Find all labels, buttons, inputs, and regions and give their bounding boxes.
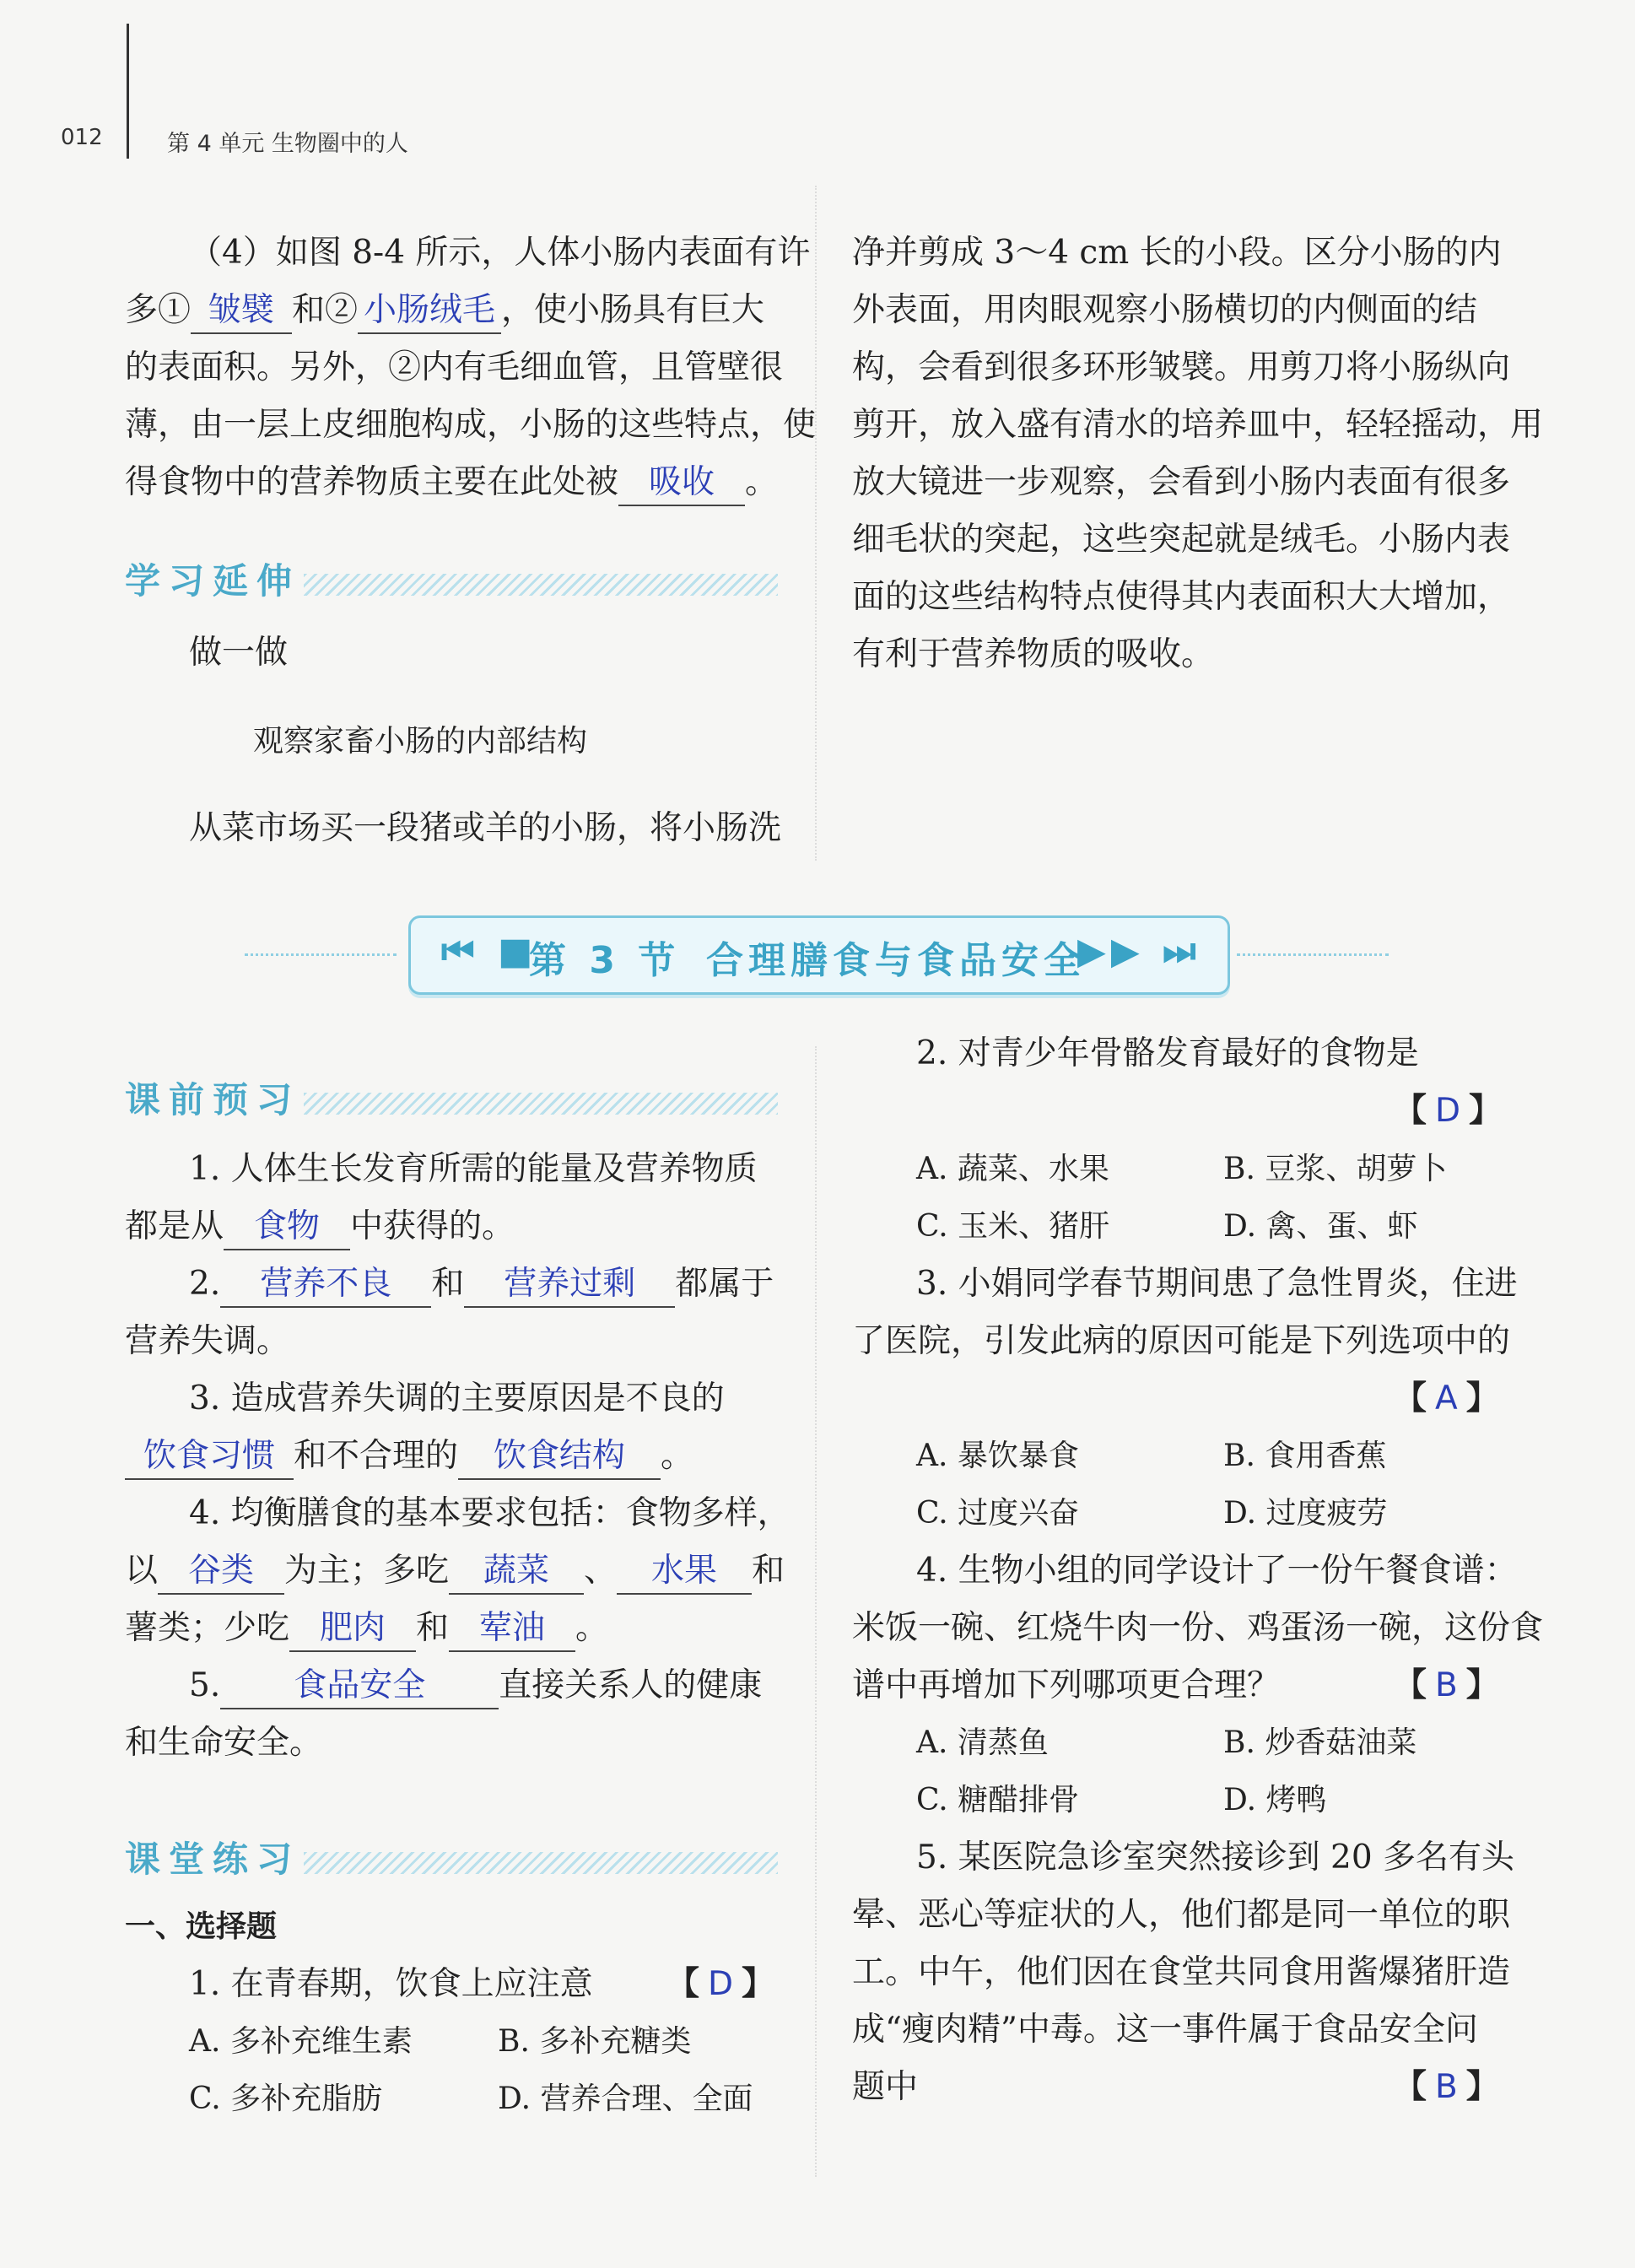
bracket-open: 【 <box>666 1965 700 2003</box>
q-text: 和 <box>431 1265 465 1303</box>
activity-label: 做一做 <box>189 634 289 672</box>
section-stripe <box>304 574 778 596</box>
q3-answer: A <box>1435 1380 1458 1418</box>
q2-option-a: A. 蔬菜、水果 <box>916 1152 1109 1186</box>
preview-q4-line1: 4. 均衡膳食的基本要求包括：食物多样， <box>189 1494 791 1532</box>
q4-blank-2: 小肠绒毛 <box>358 289 501 334</box>
preview-q4-blank-2: 蔬菜 <box>449 1549 584 1595</box>
q5-answer-box <box>1394 2059 1499 2116</box>
preview-q4-blank-5: 荤油 <box>449 1606 575 1652</box>
banner-arrows-left: ⏮ ■ <box>441 930 538 973</box>
activity-line: 细毛状的突起，这些突起就是绒毛。小肠内表 <box>852 521 1511 559</box>
q5-line2: 晕、恶心等症状的人，他们都是同一单位的职 <box>852 1896 1511 1934</box>
preview-q4-blank-3: 水果 <box>617 1549 752 1595</box>
q-text: 中获得的。 <box>350 1207 515 1245</box>
practice-q1-option-d: D. 营养合理、全面 <box>498 2082 753 2116</box>
q-text: 薯类；少吃 <box>125 1609 290 1647</box>
column-divider-top <box>815 186 817 861</box>
q5-answer: B <box>1435 2068 1458 2106</box>
q4-option-b: B. 炒香菇油菜 <box>1223 1725 1417 1760</box>
q4-line2 <box>125 282 764 339</box>
preview-q4-line2 <box>125 1542 785 1600</box>
section-stripe <box>304 1852 778 1874</box>
q-text: 和 <box>752 1552 785 1590</box>
q4-line5 <box>125 454 778 511</box>
q4-text: 和② <box>292 291 359 329</box>
activity-line1: 从菜市场买一段猪或羊的小肠，将小肠洗 <box>189 809 782 847</box>
bracket-open: 【 <box>1394 1666 1427 1704</box>
q2-option-b: B. 豆浆、胡萝卜 <box>1223 1152 1448 1186</box>
activity-title: 观察家畜小肠的内部结构 <box>253 724 588 759</box>
q4-text: ，使小肠具有巨大 <box>501 291 765 329</box>
q2-option-c: C. 玉米、猪肝 <box>916 1209 1110 1244</box>
q-text: 以 <box>125 1552 159 1590</box>
practice-q1-answer: D <box>708 1965 734 2003</box>
preview-q5-blank: 食品安全 <box>220 1664 499 1709</box>
activity-line: 外表面，用肉眼观察小肠横切的内侧面的结 <box>852 291 1478 329</box>
preview-q3-blank-1: 饮食习惯 <box>125 1434 294 1480</box>
q2-answer-box <box>1394 1083 1502 1140</box>
header-divider-bar <box>127 24 129 159</box>
q4-line2: 米饭一碗、红烧牛肉一份、鸡蛋汤一碗，这份食 <box>852 1609 1544 1647</box>
banner-section-number: 第 3 节 <box>529 939 681 982</box>
q-text: 2. <box>189 1265 221 1303</box>
bracket-open: 【 <box>1394 1380 1427 1418</box>
q-text: 和 <box>416 1609 450 1647</box>
practice-q1-option-c: C. 多补充脂肪 <box>189 2082 383 2116</box>
activity-line: 面的这些结构特点使得其内表面积大大增加， <box>852 578 1511 616</box>
q-text: 。 <box>661 1437 694 1475</box>
q5-line3: 工。中午，他们因在食堂共同食用酱爆猪肝造 <box>852 1953 1511 1991</box>
q3-answer-box <box>1394 1370 1499 1428</box>
q3-option-a: A. 暴饮暴食 <box>916 1439 1079 1473</box>
section-preview: 课前预习 <box>125 1079 301 1120</box>
q-text: 。 <box>575 1609 609 1647</box>
activity-line: 剪开，放入盛有清水的培养皿中，轻轻摇动，用 <box>852 406 1544 444</box>
q2-stem: 2. 对青少年骨骼发育最好的食物是 <box>916 1034 1419 1072</box>
q-text: 和不合理的 <box>294 1437 459 1475</box>
preview-q3-blank-2: 饮食结构 <box>458 1434 661 1480</box>
preview-q2-blank-2: 营养过剩 <box>464 1262 675 1308</box>
section-stripe <box>304 1093 778 1115</box>
q4-answer: B <box>1435 1666 1458 1704</box>
banner-dash-right <box>1237 953 1389 956</box>
activity-line: 有利于营养物质的吸收。 <box>852 635 1215 673</box>
banner-dash-left <box>245 953 397 956</box>
q-text: 都属于 <box>675 1265 774 1303</box>
bracket-close: 】 <box>1465 2068 1499 2106</box>
preview-q1-blank: 食物 <box>224 1205 350 1250</box>
q4-line1: 4. 生物小组的同学设计了一份午餐食谱： <box>916 1552 1518 1590</box>
q4-line3: 的表面积。另外，②内有毛细血管，且管壁很 <box>125 348 784 386</box>
section-banner <box>408 915 1230 995</box>
practice-q1-option-a: A. 多补充维生素 <box>189 2024 413 2059</box>
preview-q5-line2: 和生命安全。 <box>125 1724 323 1762</box>
practice-q1-stem: 1. 在青春期，饮食上应注意 <box>189 1965 593 2003</box>
practice-subtitle: 一、选择题 <box>125 1909 278 1944</box>
q5-line4: 成“瘦肉精”中毒。这一事件属于食品安全问 <box>852 2011 1478 2049</box>
preview-q4-blank-1: 谷类 <box>158 1549 284 1595</box>
q-text: 直接关系人的健康 <box>499 1666 763 1704</box>
q4-option-c: C. 糖醋排骨 <box>916 1783 1080 1817</box>
practice-q1-option-b: B. 多补充糖类 <box>498 2024 692 2059</box>
q4-blank-3: 吸收 <box>618 461 745 506</box>
q4-option-a: A. 清蒸鱼 <box>916 1725 1049 1760</box>
q4-line1: （4）如图 8-4 所示，人体小肠内表面有许 <box>189 234 811 272</box>
unit-title: 第 4 单元 生物圈中的人 <box>167 131 408 157</box>
q5-line5: 题中 <box>852 2068 919 2106</box>
q4-answer-box <box>1394 1657 1499 1714</box>
q4-line3: 谱中再增加下列哪项更合理？ <box>852 1666 1281 1704</box>
section-practice: 课堂练习 <box>125 1839 301 1880</box>
preview-q3-line1: 3. 造成营养失调的主要原因是不良的 <box>189 1380 725 1418</box>
activity-line: 构，会看到很多环形皱襞。用剪刀将小肠纵向 <box>852 348 1511 386</box>
preview-q4-line3 <box>125 1600 608 1657</box>
bracket-open: 【 <box>1394 1092 1427 1130</box>
preview-q1-line2 <box>125 1198 515 1256</box>
preview-q4-blank-4: 肥肉 <box>289 1606 416 1652</box>
preview-q3-line2 <box>125 1428 693 1485</box>
q3-option-c: C. 过度兴奋 <box>916 1496 1080 1531</box>
q3-line2: 了医院，引发此病的原因可能是下列选项中的 <box>852 1322 1511 1360</box>
q-text: 5. <box>189 1666 221 1704</box>
q4-blank-1: 皱襞 <box>191 289 292 334</box>
preview-q2-line1 <box>189 1256 774 1313</box>
activity-line: 净并剪成 3～4 cm 长的小段。区分小肠的内 <box>852 234 1502 272</box>
bracket-close: 】 <box>1469 1092 1503 1130</box>
q4-option-d: D. 烤鸭 <box>1223 1783 1327 1817</box>
q-text: 都是从 <box>125 1207 224 1245</box>
bracket-close: 】 <box>1465 1380 1499 1418</box>
section-study-extension: 学习延伸 <box>125 560 301 602</box>
q2-answer: D <box>1435 1092 1461 1130</box>
q-text: 、 <box>584 1552 618 1590</box>
q3-line1: 3. 小娟同学春节期间患了急性胃炎，住进 <box>916 1265 1518 1303</box>
q4-text: 多① <box>125 291 192 329</box>
banner-arrows-right: ▶▶ ⏭ <box>1077 930 1201 973</box>
bracket-open: 【 <box>1394 2068 1427 2106</box>
preview-q2-line2: 营养失调。 <box>125 1322 290 1360</box>
q3-option-d: D. 过度疲劳 <box>1223 1496 1388 1531</box>
activity-line: 放大镜进一步观察，会看到小肠内表面有很多 <box>852 463 1511 501</box>
q-text: 为主；多吃 <box>284 1552 450 1590</box>
q3-option-b: B. 食用香蕉 <box>1223 1439 1387 1473</box>
preview-q2-blank-1: 营养不良 <box>220 1262 431 1308</box>
q2-option-d: D. 禽、蛋、虾 <box>1223 1209 1418 1244</box>
q5-line1: 5. 某医院急诊室突然接诊到 20 多名有头 <box>916 1839 1515 1876</box>
q4-text: 。 <box>745 463 779 501</box>
column-divider-bottom <box>815 1046 817 2177</box>
bracket-close: 】 <box>742 1965 775 2003</box>
q4-line4: 薄，由一层上皮细胞构成，小肠的这些特点，使 <box>125 406 817 444</box>
preview-q1-line1: 1. 人体生长发育所需的能量及营养物质 <box>189 1150 758 1188</box>
page-number: 012 <box>61 125 103 150</box>
banner-title: 合理膳食与食品安全 <box>706 939 1086 982</box>
q4-text: 得食物中的营养物质主要在此处被 <box>125 463 619 501</box>
bracket-close: 】 <box>1465 1666 1499 1704</box>
practice-q1-answer-box <box>666 1956 774 2013</box>
preview-q5-line1 <box>189 1657 762 1714</box>
